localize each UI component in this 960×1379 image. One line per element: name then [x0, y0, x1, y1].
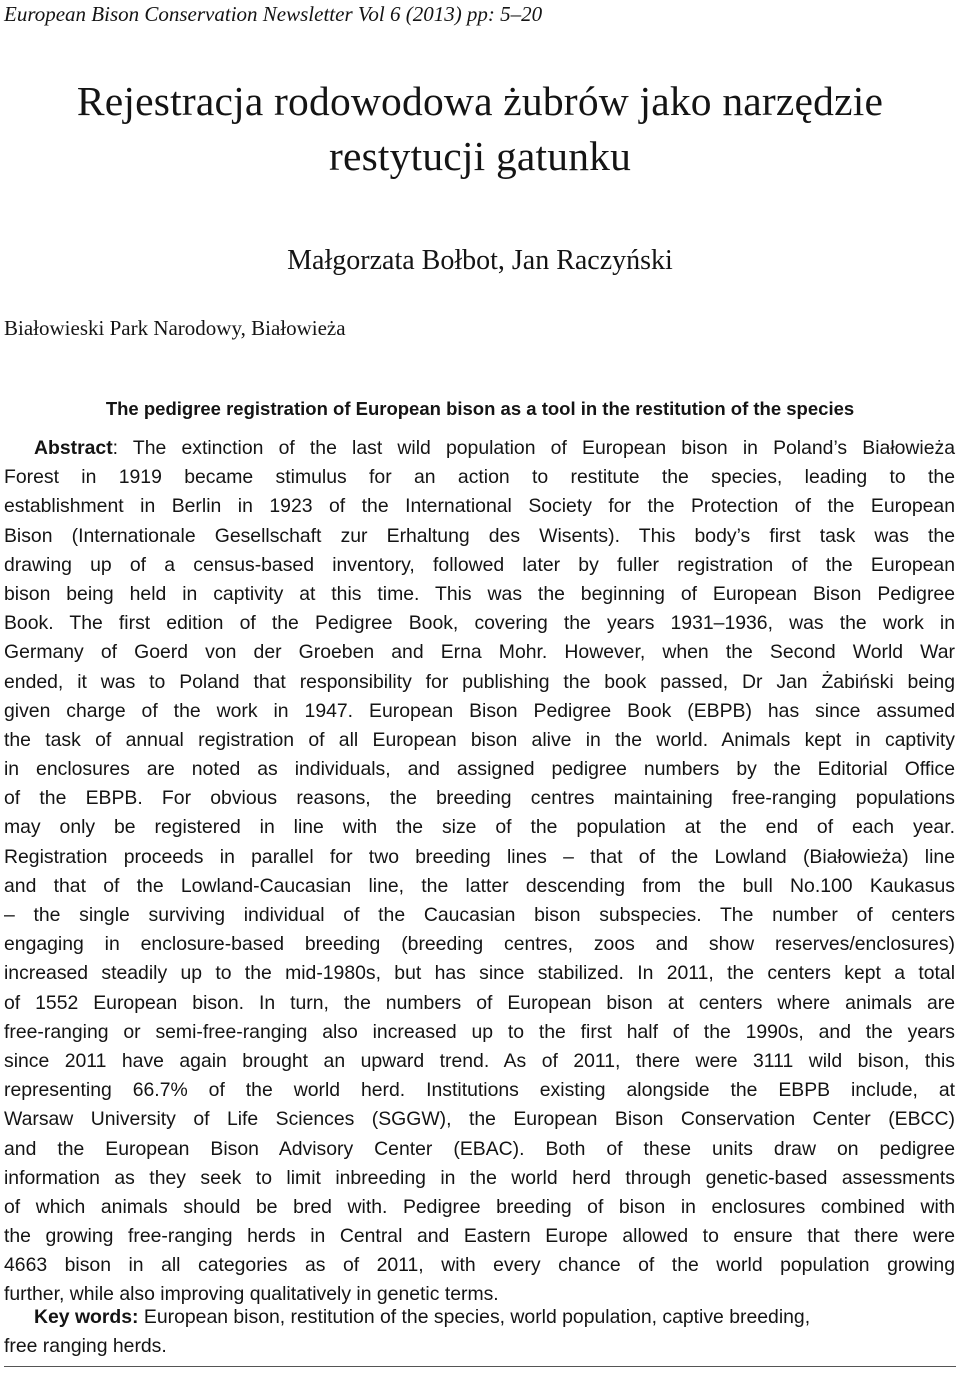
abstract-line: engaging in enclosure-based breeding (breeding centres, zoos and show reserves/enclosures) — [4, 933, 955, 956]
abstract-line: Warsaw University of Life Sciences (SGGW), the European Bison Conservation Center (EBCC) — [4, 1108, 955, 1131]
abstract-line: 4663 bison in all categories as of 2011, with every chance of the world population growing — [4, 1254, 955, 1277]
abstract-line: since 2011 have again brought an upward trend. As of 2011, there were 3111 wild bison, this — [4, 1049, 955, 1072]
abstract-line: free-ranging or semi-free-ranging also increased up to the first half of the 1990s, and the years — [4, 1020, 955, 1043]
abstract-line: the growing free-ranging herds in Central and Eastern Europe allowed to ensure that there were — [4, 1225, 955, 1248]
keywords-text-1: European bison, restitution of the species, world population, captive breeding, — [138, 1306, 811, 1328]
keywords-line-2: free ranging herds. — [4, 1335, 167, 1358]
abstract-label: Abstract — [34, 437, 113, 459]
abstract-line: Germany of Goerd von der Groeben and Erna Mohr. However, when the Second World War — [4, 641, 955, 664]
abstract-line: of which animals should be bred with. Pedigree breeding of bison in enclosures combined with — [4, 1195, 955, 1218]
abstract-line: of 1552 European bison. In turn, the numbers of European bison at centers where animals are — [4, 991, 955, 1014]
abstract-line: increased steadily up to the mid-1980s, but has since stabilized. In 2011, the centers kept a total — [4, 962, 955, 985]
abstract-line: ended, it was to Poland that responsibility for publishing the book passed, Dr Jan Żabiński being — [4, 670, 955, 693]
abstract-line: information as they seek to limit inbreeding in the world herd through genetic-based assessments — [4, 1166, 955, 1189]
abstract-line: of the EBPB. For obvious reasons, the breeding centres maintaining free-ranging populations — [4, 787, 955, 810]
running-head: European Bison Conservation Newsletter Vol 6 (2013) pp: 5–20 — [4, 2, 543, 26]
bottom-rule — [4, 1366, 956, 1367]
abstract-line: Registration proceeds in parallel for two breeding lines – that of the Lowland (Białowieża) line — [4, 845, 955, 868]
abstract — [4, 434, 955, 1310]
abstract-line: Book. The first edition of the Pedigree Book, covering the years 1931–1936, was the work in — [4, 612, 955, 635]
abstract-line-text: : The extinction of the last wild population of European bison in Poland’s Białowieża — [112, 437, 955, 459]
affiliation: Białowieski Park Narodowy, Białowieża — [4, 316, 346, 340]
abstract-line: in enclosures are noted as individuals, and assigned pedigree numbers by the Editorial Office — [4, 758, 955, 781]
abstract-line: – the single surviving individual of the Caucasian bison subspecies. The number of centers — [4, 904, 955, 926]
article-title-line-1: Rejestracja rodowodowa żubrów jako narzędzie — [76, 78, 884, 124]
abstract-line — [4, 434, 955, 463]
keywords-label: Key words: — [34, 1306, 139, 1328]
abstract-line: establishment in Berlin in 1923 of the International Society for the Protection of the European — [4, 495, 955, 518]
abstract-line: further, while also improving qualitatively in genetic terms. — [4, 1283, 499, 1306]
abstract-line: representing 66.7% of the world herd. Institutions existing alongside the EBPB include, at — [4, 1079, 955, 1102]
authors: Małgorzata Bołbot, Jan Raczyński — [287, 245, 673, 276]
abstract-line: and the European Bison Advisory Center (EBAC). Both of these units draw on pedigree — [4, 1137, 955, 1160]
abstract-line: Bison (Internationale Gesellschaft zur Erhaltung des Wisents). This body’s first task was the — [4, 524, 955, 547]
keywords-line-1 — [4, 1303, 955, 1332]
abstract-line: bison being held in captivity at this time. This was the beginning of European Bison Pedigree — [4, 582, 955, 605]
abstract-line: the task of annual registration of all European bison alive in the world. Animals kept in captivity — [4, 728, 955, 751]
english-title: The pedigree registration of European bison as a tool in the restitution of the species — [105, 398, 855, 419]
article-title — [0, 74, 960, 184]
abstract-line: may only be registered in line with the size of the population at the end of each year. — [4, 816, 955, 839]
article-title-line-2: restytucji gatunku — [328, 133, 632, 179]
abstract-line: Forest in 1919 became stimulus for an action to restitute the species, leading to the — [4, 466, 955, 489]
keywords — [4, 1303, 955, 1361]
abstract-line: given charge of the work in 1947. European Bison Pedigree Book (EBPB) has since assumed — [4, 699, 955, 722]
abstract-line: drawing up of a census-based inventory, followed later by fuller registration of the European — [4, 553, 955, 576]
abstract-line: and that of the Lowland-Caucasian line, the latter descending from the bull No.100 Kaukasus — [4, 874, 955, 897]
